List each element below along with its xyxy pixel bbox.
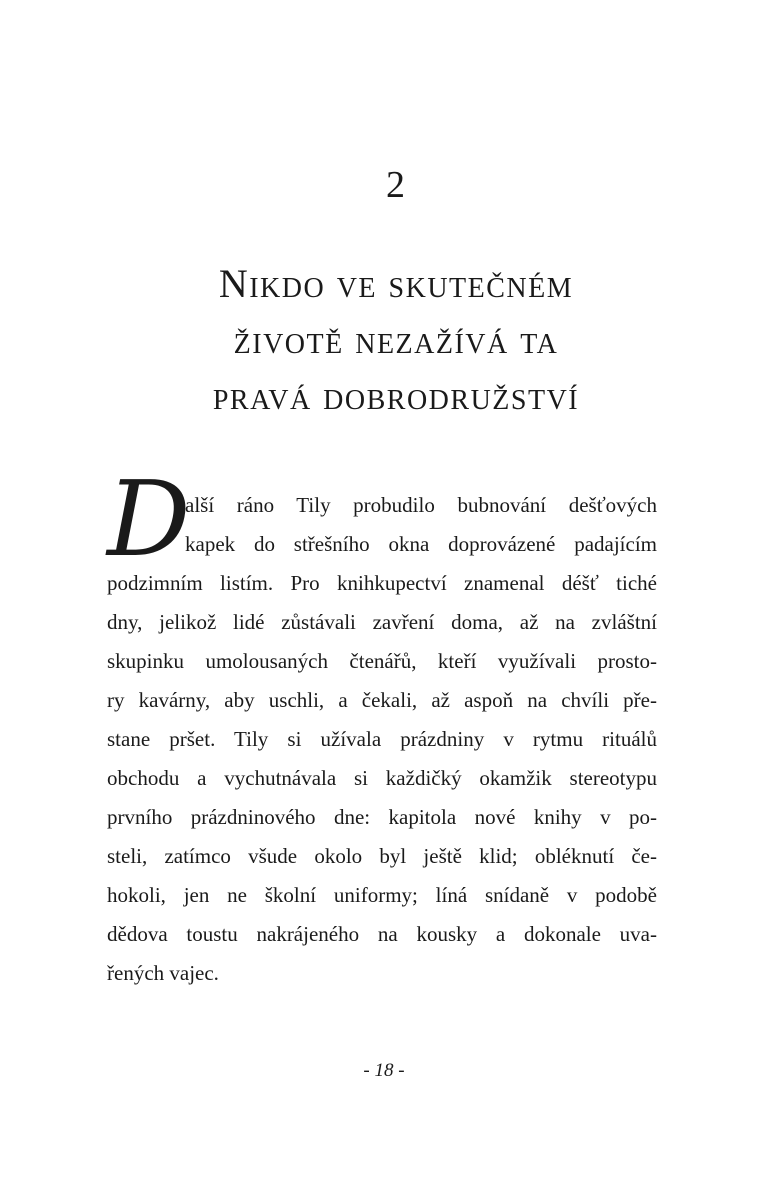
body-line: dědova toustu nakrájeného na kousky a dokonale uva- — [107, 922, 657, 946]
body-line: skupinku umolousaných čtenářů, kteří využívali prosto- — [107, 649, 657, 673]
chapter-title-line: pravá dobrodružství — [212, 373, 580, 418]
page-number: - 18 - — [363, 1060, 405, 1081]
body-line: řených vajec. — [107, 961, 219, 985]
drop-cap: D — [107, 458, 191, 580]
chapter-number: 2 — [386, 164, 406, 206]
chapter-title — [100, 256, 692, 424]
body-line: podzimním listím. Pro knihkupectví znamenal déšť tiché — [107, 571, 657, 595]
body-line: dny, jelikož lidé zůstávali zavření doma, až na zvláštní — [107, 610, 657, 634]
body-line: alší ráno Tily probudilo bubnování dešťových — [185, 493, 657, 517]
body-line: hokoli, jen ne školní uniformy; líná snídaně v podobě — [107, 883, 657, 907]
chapter-title-line: Nikdo ve skutečném — [218, 261, 574, 306]
body-line: stane pršet. Tily si užívala prázdniny v rytmu rituálů — [107, 727, 657, 751]
body-line: obchodu a vychutnávala si každičký okamžik stereotypu — [107, 766, 657, 790]
body-line: prvního prázdninového dne: kapitola nové knihy v po- — [107, 805, 657, 829]
body-line: ry kavárny, aby uschli, a čekali, až aspoň na chvíli pře- — [107, 688, 657, 712]
body-line: steli, zatímco všude okolo byl ještě klid; obléknutí če- — [107, 844, 657, 868]
body-line: kapek do střešního okna doprovázené padajícím — [185, 532, 657, 556]
chapter-title-line: životě nezažívá ta — [233, 317, 559, 362]
body-paragraph — [107, 486, 657, 993]
